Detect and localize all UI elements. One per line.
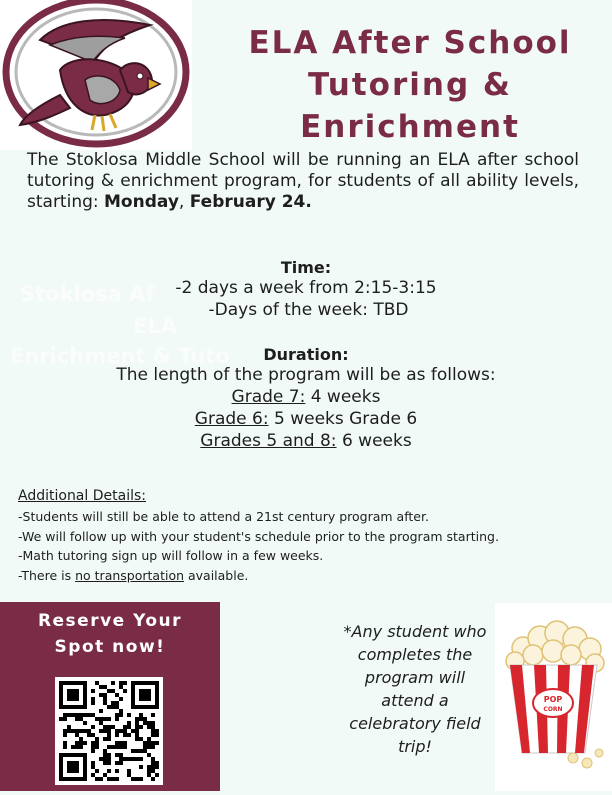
duration-section [0,345,612,452]
watermark-line: Stoklosa Af [20,282,155,306]
grade-value: 6 weeks [336,431,412,451]
note-line: attend a [381,691,449,710]
no-transportation: no transportation [75,567,185,583]
duration-intro: The length of the program will be as follows: [116,365,496,385]
grade-line [0,386,612,408]
school-logo [0,0,192,150]
qr-code-icon [55,677,163,785]
start-day: Monday [104,192,179,212]
reserve-line: Reserve Your [37,611,183,631]
title-line: Enrichment [300,109,520,145]
note-line: completes the [357,645,473,664]
reserve-line: Spot now! [54,637,166,657]
popcorn-label: CORN [543,706,563,713]
popcorn-image [495,603,612,791]
note-line: celebratory field [349,714,481,733]
popcorn-icon [495,603,612,791]
intro-paragraph [27,150,579,213]
details-line: -Students will still be able to attend a 21st century program after. [18,509,429,524]
time-line: -Days of the week: TBD [208,300,409,320]
qr-code[interactable] [55,677,163,785]
intro-separator: , [178,192,190,212]
grade-value: 4 weeks [305,387,381,407]
time-line: -2 days a week from 2:15-3:15 [175,278,437,298]
details-text: -There is [18,567,76,583]
reserve-panel [0,602,220,791]
details-text: available. [184,567,249,583]
reserve-title [0,608,220,660]
intro-text: The Stoklosa Middle School will be running an ELA after school tutoring & enrichment program, for students of all ability levels, starting: [27,150,579,212]
grade-value: 5 weeks Grade 6 [268,409,418,429]
title-line: Tutoring & [308,67,512,103]
details-line: -Math tutoring sign up will follow in a few weeks. [18,548,324,563]
page-title [220,22,600,148]
note-line: *Any student who [343,622,487,641]
duration-heading: Duration: [263,345,349,364]
grade-line [0,430,612,452]
hawk-mascot-icon [0,0,192,150]
note-line: trip! [398,737,432,756]
title-line: ELA After School [248,25,572,61]
popcorn-label: POP [543,695,563,704]
details-heading: Additional Details: [18,488,146,504]
grade-label: Grade 6: [194,409,269,429]
time-heading: Time: [280,258,332,277]
start-date: February 24. [189,192,312,212]
details-line [18,566,598,586]
field-trip-note [330,620,500,758]
watermark-line: Enrichment & Tuto [10,344,230,368]
details-line: -We will follow up with your student's schedule prior to the program starting. [18,528,499,544]
time-section [0,258,612,321]
grade-label: Grade 7: [231,387,306,407]
additional-details [18,488,598,585]
grade-label: Grades 5 and 8: [200,431,337,451]
watermark-line: ELA [133,314,177,338]
grade-line [0,408,612,430]
note-line: program will [364,668,466,687]
